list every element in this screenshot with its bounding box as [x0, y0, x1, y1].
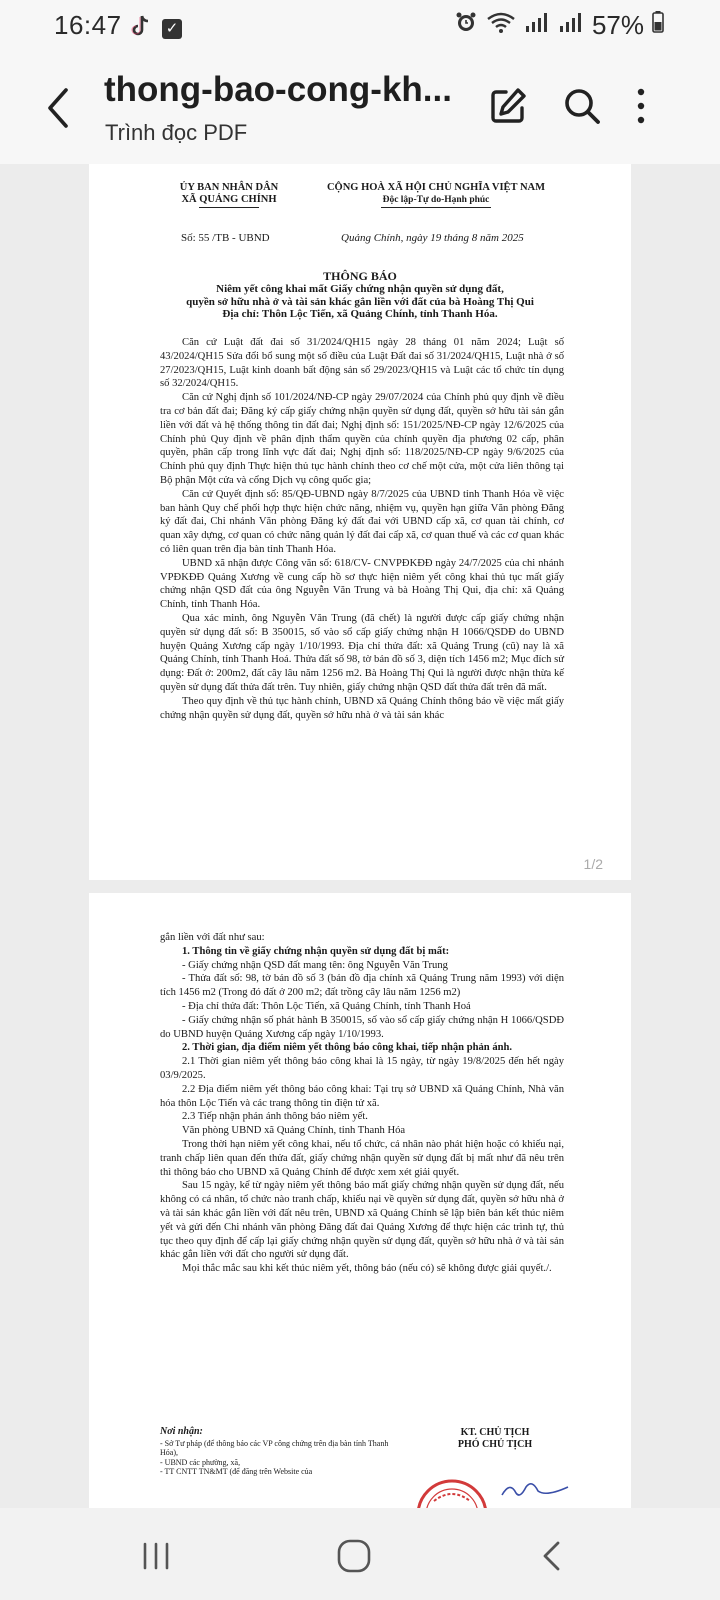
- signer-line-1: KT. CHỦ TỊCH: [460, 1427, 530, 1438]
- paragraph: - Địa chỉ thửa đất: Thôn Lộc Tiến, xã Quảng Chính, tỉnh Thanh Hoá: [182, 1000, 471, 1012]
- paragraph: 2.3 Tiếp nhận phản ánh thông báo niêm yết.: [182, 1111, 368, 1123]
- recipients: [160, 1427, 400, 1477]
- paragraph: Căn cứ Quyết định số: 85/QĐ-UBND ngày 8/7/2025 của UBND tỉnh Thanh Hóa về việc ban hành Quy chế phối hợp thực hiện chức năng, nhiệm vụ, quyền hạn giữa Văn phòng Đăng ký đất đai, Chi nhánh Văn phòng Đăng ký đất đai với UBND cấp xã, cơ quan tài chính, cơ quan xây dựng, cơ quan có chức năng quản lý đất đai cấp xã, cơ quan thuế và các cơ quan khác có liên quan trên địa bàn tỉnh Thanh Hóa.: [160, 488, 564, 555]
- paragraph: Trong thời hạn niêm yết công khai, nếu tổ chức, cá nhân nào phát hiện hoặc có khiếu nại, tranh chấp liên quan đến thửa đất, giấy chứng nhận quyền sử dụng đất bị mất như đã nêu trên thì thông báo cho UBND xã Quảng Chính để được xem xét giải quyết.: [160, 1138, 564, 1178]
- pdf-page-2[interactable]: [89, 893, 631, 1508]
- signer-line-2: PHÓ CHỦ TỊCH: [457, 1439, 533, 1450]
- notice-subtitle-line: Địa chỉ: Thôn Lộc Tiến, xã Quảng Chính, tỉnh Thanh Hóa.: [222, 308, 498, 320]
- paragraph: Căn cứ Nghị định số 101/2024/NĐ-CP ngày 29/07/2024 của Chính phủ quy định về điều tra cơ bản đất đai; Đăng ký cấp giấy chứng nhận quyền sử dụng đất, quyền sở hữu tài sản gắn liền với đất và hệ thống thông tin đất đai; Nghị định số: 151/2025/NĐ-CP ngày 12/6/2025 của Chính phủ Quy định về phân định thẩm quyền của chính quyền địa phương 02 cấp, phân quyền, phân cấp trong lĩnh vực đất đai; Nghị định số: 118/2025/NĐ-CP ngày 9/6/2025 của Chính phủ quy định Thực hiện thủ tục hành chính theo cơ chế một cửa, một cửa liên thông tại Bộ phận Một cửa và cổng Dịch vụ công quốc gia;: [160, 392, 564, 486]
- paragraph: - Giấy chứng nhận QSD đất mang tên: ông Nguyễn Văn Trung: [182, 959, 448, 971]
- signer-title: [420, 1427, 570, 1451]
- pdf-page-1[interactable]: [89, 164, 631, 880]
- paragraph: gắn liền với đất như sau:: [160, 932, 265, 943]
- notice-subtitle-line: quyền sở hữu nhà ở và tài sản khác gắn liền với đất của bà Hoàng Thị Qui: [186, 295, 534, 308]
- paragraph: Sau 15 ngày, kể từ ngày niêm yết thông báo mất giấy chứng nhận quyền sử dụng đất, nếu không có cá nhân, tổ chức nào tranh chấp, khiếu nại về quyền sử dụng đất, quyền sở hữu nhà ở và tài sản khác gắn liền với đất nêu trên, UBND xã Quảng Chính sẽ lập biên bản kết thúc niêm yết và gửi đến Chi nhánh văn phòng Đăng đất đai Quảng Xương để thực hiện các trình tự, thủ tục theo quy định để cấp lại giấy chứng nhận quyền sử dụng đất, quyền sở hữu nhà ở và tài sản khác gắn liền với đất cho người sử dụng đất.: [160, 1180, 564, 1261]
- alarm-icon: [454, 10, 478, 41]
- app-header: [0, 52, 720, 164]
- status-time: 16:47: [54, 10, 122, 40]
- tiktok-icon: [130, 14, 152, 43]
- document-title: thong-bao-cong-kh...: [104, 70, 452, 109]
- status-left-icons: [130, 14, 182, 43]
- paragraph: Qua xác minh, ông Nguyễn Văn Trung (đã chết) là người được cấp giấy chứng nhận quyền sử dụng đất số: B 350015, số vào sổ cấp giấy chứng nhận H 1066/QSDĐ do UBND huyện Quảng Xương cấp ngày 1/10/1993. Địa chỉ thửa đất: xã Quảng Trung (cũ) nay là xã Quảng Chính, tỉnh Thanh Hoá. Thửa đất số 98, tờ bản đồ số 3, diện tích 1456 m2; Mục đích sử dụng: Đất ở: 200m2, đất cây lâu năm 1256 m2. Bà Hoàng Thị Qui là người được nhận thừa kế quyền sử dụng đất thửa đất trên. Tuy nhiên, giấy chứng nhận QSD đất thửa đất trên đã mất.: [160, 612, 564, 693]
- agency-underline: [199, 207, 259, 208]
- paragraph: Căn cứ Luật đất đai số 31/2024/QH15 ngày 28 tháng 01 năm 2024; Luật số 43/2024/QH15 Sửa đổi bổ sung một số điều của Luật Đất đai số 31/2024/QH15, Luật nhà ở số 27/2023/QH15, Luật kinh doanh bất động sản số 29/2023/QH15 và Luật các tổ chức tín dụng số 32/2024/QH15.: [160, 337, 564, 390]
- edit-icon: [486, 84, 530, 128]
- app-subtitle: Trình đọc PDF: [105, 120, 248, 145]
- recent-apps-icon: [136, 1536, 176, 1576]
- notice-subtitle: [149, 283, 571, 321]
- battery-text: 57%: [591, 10, 644, 40]
- red-seal-icon: [412, 1471, 492, 1508]
- battery-icon: [652, 10, 664, 41]
- section-heading: 2. Thời gian, địa điểm niêm yết thông báo công khai, tiếp nhận phản ánh.: [182, 1042, 513, 1054]
- status-bar: [0, 0, 720, 52]
- recent-apps-button[interactable]: [136, 1536, 176, 1576]
- paragraph: UBND xã nhận được Công văn số: 618/CV- CNVPĐKĐĐ ngày 24/7/2025 của chi nhánh VPĐKĐĐ Quảng Xương về cung cấp hồ sơ thực hiện niêm yết công khai thủ tục mất giấy chứng nhận QSD đất của ông Nguyễn Văn Trung và bà Hoàng Thị Qui, địa chỉ: xã Quảng Chính, tỉnh Thanh Hóa.: [160, 557, 564, 611]
- home-button[interactable]: [334, 1536, 374, 1576]
- paragraph: 2.1 Thời gian niêm yết thông báo công khai là 15 ngày, từ ngày 19/8/2025 đến hết ngày 03/9/2025.: [160, 1056, 564, 1081]
- navigation-bar: [0, 1508, 720, 1600]
- paragraph: - Giấy chứng nhận số phát hành B 350015, số vào sổ cấp giấy chứng nhận H 1066/QSDĐ do UBND huyện Quảng Xương cấp ngày 1/10/1993.: [160, 1014, 564, 1040]
- document-number: Số: 55 /TB - UBND: [181, 232, 270, 244]
- search-icon: [560, 84, 604, 128]
- more-button[interactable]: [626, 84, 656, 128]
- check-square-icon: ✓: [162, 19, 182, 39]
- home-icon: [334, 1536, 374, 1576]
- document-date: Quảng Chính, ngày 19 tháng 8 năm 2025: [341, 232, 524, 244]
- motto-underline: [381, 207, 491, 208]
- agency-line-2: XÃ QUẢNG CHÍNH: [181, 194, 277, 205]
- back-icon: [38, 80, 82, 136]
- recipients-label: Nơi nhận:: [160, 1426, 203, 1437]
- nation-motto: Độc lập-Tự do-Hạnh phúc: [382, 195, 490, 205]
- page-1-body: [160, 336, 564, 722]
- nation-line-1: CỘNG HOÀ XÃ HỘI CHỦ NGHĨA VIỆT NAM: [326, 182, 546, 193]
- section-heading: 1. Thông tin về giấy chứng nhận quyền sử dụng đất bị mất:: [182, 945, 450, 957]
- edit-button[interactable]: [486, 84, 530, 128]
- status-right: [454, 10, 664, 41]
- notice-title: THÔNG BÁO: [323, 269, 397, 283]
- pdf-viewer[interactable]: [0, 164, 720, 1508]
- signature-icon: [498, 1477, 578, 1501]
- paragraph: - Thửa đất số: 98, tờ bản đồ số 3 (bản đồ địa chính xã Quảng Trung năm 1993) với diện tích 1456 m2 (Trong đó đất ở 200 m2; đất trồng cây lâu năm 1256 m2): [160, 973, 564, 999]
- paragraph: Theo quy định về thủ tục hành chính, UBND xã Quảng Chính thông báo về việc mất giấy chứng nhận quyền sử dụng đất, quyền sở hữu nhà ở và tài sản khác: [160, 695, 564, 721]
- back-button[interactable]: [38, 80, 82, 136]
- paragraph: 2.2 Địa điểm niêm yết thông báo công khai: Tại trụ sở UBND xã Quảng Chính, Nhà văn hóa thôn Lộc Tiến và các trang thông tin điện tử xã.: [160, 1083, 564, 1109]
- signal-icon: [558, 10, 584, 41]
- recipient-item: - UBND các phường, xã,: [160, 1457, 241, 1467]
- signal-icon: [524, 10, 550, 41]
- paragraph: Văn phòng UBND xã Quảng Chính, tỉnh Thanh Hóa: [182, 1125, 406, 1137]
- notice-subtitle-line: Niêm yết công khai mất Giấy chứng nhận quyền sử dụng đất,: [216, 283, 504, 295]
- more-icon: [626, 84, 656, 128]
- back-nav-icon: [532, 1536, 572, 1576]
- agency-line-1: ỦY BAN NHÂN DÂN: [179, 182, 279, 193]
- back-nav-button[interactable]: [532, 1536, 572, 1576]
- wifi-icon: [486, 10, 516, 41]
- page-2-body: [160, 931, 564, 1276]
- page-indicator: 1/2: [583, 856, 603, 872]
- search-button[interactable]: [560, 84, 604, 128]
- recipient-item: - TT CNTT TN&MT (để đăng trên Website của: [160, 1467, 313, 1476]
- paragraph: Mọi thắc mắc sau khi kết thúc niêm yết, thông báo (nếu có) sẽ không được giải quyết./.: [182, 1263, 552, 1275]
- agency-header: [175, 182, 283, 208]
- nation-header: [321, 182, 551, 208]
- recipient-item: - Sở Tư pháp (để thông báo các VP công chứng trên địa bàn tỉnh Thanh Hóa),: [160, 1438, 389, 1457]
